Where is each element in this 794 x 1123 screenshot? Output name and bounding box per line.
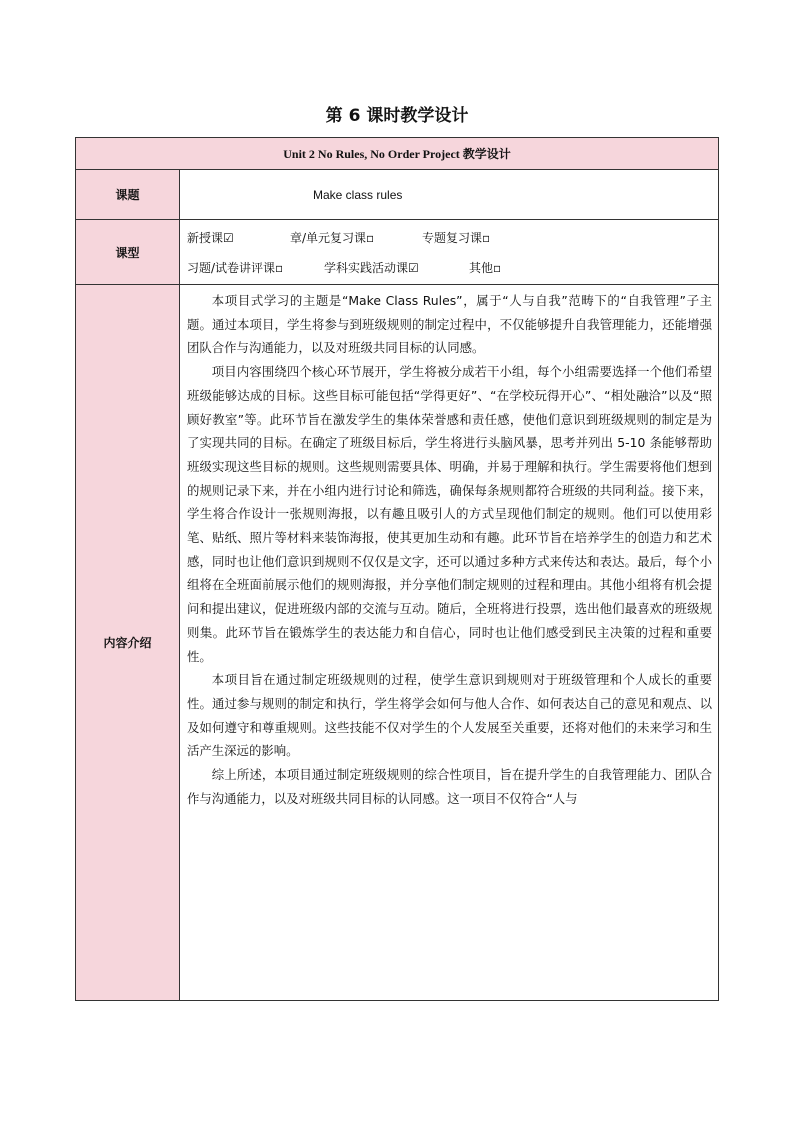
intro-text-area — [187, 289, 712, 996]
type-options-line-1 — [180, 222, 718, 252]
topic-label: 课题 — [76, 170, 180, 220]
banner-row — [76, 138, 719, 170]
intro-paragraph-3: 本项目旨在通过制定班级规则的过程，使学生意识到规则对于班级管理和个人成长的重要性。通过参与规则的制定和执行，学生将学会如何与他人合作、如何表达自己的意见和观点、以及如何遵守和尊重规则。这些技能不仅对学生的个人发展至关重要，还将对他们的未来学习和生活产生深远的影响。 — [187, 672, 712, 759]
type-options — [180, 220, 719, 285]
type-option-exercise-review: 习题/试卷讲评课▫ — [187, 260, 284, 275]
intro-label: 内容介绍 — [76, 285, 180, 1001]
intro-paragraph-2: 项目内容围绕四个核心环节展开，学生将被分成若干小组，每个小组需要选择一个他们希望班级能够达成的目标。这些目标可能包括“学得更好”、“在学校玩得开心”、“相处融洽”以及“照顾好教室”等。此环节旨在激发学生的集体荣誉感和责任感，使他们意识到班级规则的制定是为了实现共同的目标。在确定了班级目标后，学生将进行头脑风暴，思考并列出 5-10 条能够帮助班级实现这些目标的规则。这些规则需要具体、明确，并易于理解和执行。学生需要将他们想到的规则记录下来，并在小组内进行讨论和筛选，确保每条规则都符合班级的共同利益。接下来，学生将合作设计一张规则海报，以有趣且吸引人的方式呈现他们制定的规则。他们可以使用彩笔、贴纸、照片等材料来装饰海报，使其更加生动和有趣。此环节旨在培养学生的创造力和艺术感，同时也让他们意识到规则不仅仅是文字，还可以通过多种方式来传达和表达。最后，每个小组将在全班面前展示他们的规则海报，并分享他们制定规则的过程和理由。其他小组将有机会提问和提出建议，促进班级内部的交流与互动。随后，全班将进行投票，选出他们最喜欢的班级规则集。此环节旨在锻炼学生的表达能力和自信心，同时也让他们感受到民主决策的过程和重要性。 — [187, 364, 712, 664]
type-option-other: 其他▫ — [469, 260, 502, 275]
type-label: 课型 — [76, 220, 180, 285]
type-option-practice-activity: 学科实践活动课☑ — [324, 260, 419, 275]
intro-paragraph-4: 综上所述，本项目通过制定班级规则的综合性项目，旨在提升学生的自我管理能力、团队合作与沟通能力，以及对班级共同目标的认同感。这一项目不仅符合“人与 — [187, 767, 712, 806]
topic-value: Make class rules — [180, 170, 719, 220]
intro-paragraph-1: 本项目式学习的主题是“Make Class Rules”，属于“人与自我”范畴下的“自我管理”子主题。通过本项目，学生将参与到班级规则的制定过程中，不仅能够提升自我管理能力，还能增强团队合作与沟通能力，以及对班级共同目标的认同感。 — [187, 293, 712, 356]
page-title: 第 6 课时教学设计 — [325, 106, 469, 126]
type-option-new-lesson: 新授课☑ — [187, 230, 234, 245]
type-options-line-2 — [180, 252, 718, 282]
topic-row — [76, 170, 719, 220]
type-row — [76, 220, 719, 285]
lesson-design-table — [75, 137, 719, 1001]
type-option-unit-review: 章/单元复习课▫ — [290, 230, 375, 245]
type-option-topic-review: 专题复习课▫ — [422, 230, 491, 245]
unit-banner: Unit 2 No Rules, No Order Project 教学设计 — [76, 138, 719, 170]
intro-content — [180, 285, 719, 1001]
intro-row — [76, 285, 719, 1001]
